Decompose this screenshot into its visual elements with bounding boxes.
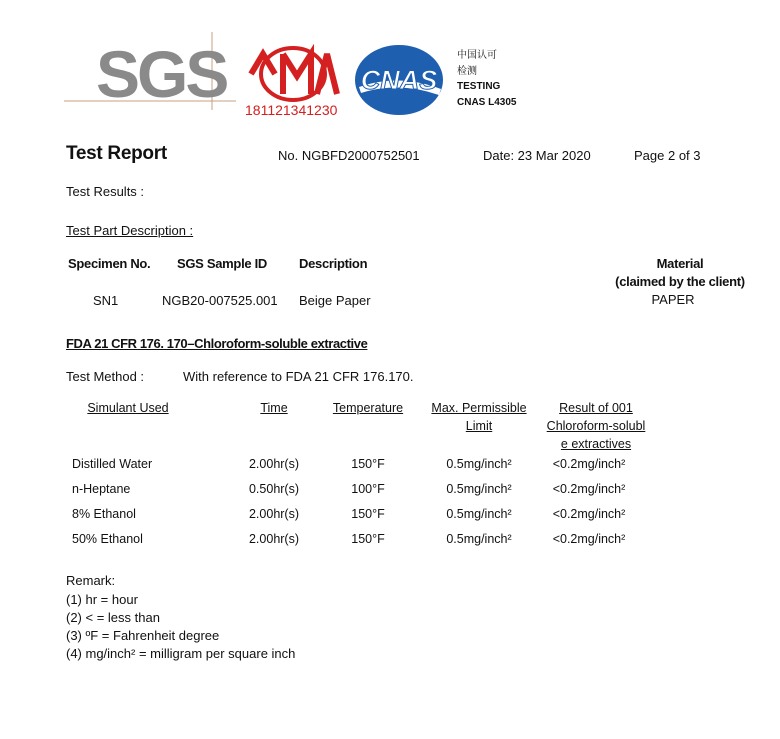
remark-item: (2) < = less than bbox=[66, 610, 160, 625]
cell-limit: 0.5mg/inch² bbox=[446, 532, 512, 546]
cell-simulant: 8% Ethanol bbox=[72, 507, 136, 521]
remark-item: (4) mg/inch² = milligram per square inch bbox=[66, 646, 296, 661]
cell-time: 2.00hr(s) bbox=[248, 532, 300, 546]
cell-result: <0.2mg/inch² bbox=[552, 482, 626, 496]
cell-limit: 0.5mg/inch² bbox=[446, 457, 512, 471]
cell-limit: 0.5mg/inch² bbox=[446, 507, 512, 521]
sgs-logo-text: SGS bbox=[96, 37, 227, 110]
remark-item: (3) ºF = Fahrenheit degree bbox=[66, 628, 220, 643]
sgs-logo bbox=[64, 28, 236, 110]
cell-simulant: n-Heptane bbox=[72, 482, 131, 496]
specimen-value: SN1 bbox=[93, 293, 119, 308]
test-method-label: Test Method : bbox=[66, 369, 145, 384]
report-date: Date: 23 Mar 2020 bbox=[483, 148, 591, 163]
accreditation-line-testing: TESTING bbox=[457, 81, 501, 92]
description-value: Beige Paper bbox=[299, 293, 371, 308]
accreditation-line-cn1: 中国认可 bbox=[457, 50, 497, 61]
test-results-label: Test Results : bbox=[66, 184, 145, 199]
cell-temperature: 100°F bbox=[351, 482, 385, 496]
cnas-logo bbox=[353, 43, 445, 117]
th-time: Time bbox=[260, 401, 288, 415]
cnas-text: CNAS bbox=[360, 65, 438, 95]
cell-temperature: 150°F bbox=[351, 457, 385, 471]
th-result: Result of 001 Chloroform-solubl e extractives bbox=[546, 401, 646, 451]
material-value: PAPER bbox=[651, 292, 695, 307]
accreditation-text bbox=[457, 48, 516, 110]
test-method-value: With reference to FDA 21 CFR 176.170. bbox=[183, 369, 414, 384]
page-title: Test Report bbox=[66, 143, 167, 164]
cell-temperature: 150°F bbox=[351, 507, 385, 521]
cell-simulant: Distilled Water bbox=[72, 457, 153, 471]
cell-result: <0.2mg/inch² bbox=[552, 532, 626, 546]
th-temperature: Temperature bbox=[332, 401, 404, 415]
col-sample-id-header: SGS Sample ID bbox=[177, 256, 268, 271]
test-part-heading: Test Part Description : bbox=[66, 223, 194, 238]
th-limit: Max. Permissible Limit bbox=[431, 401, 527, 433]
cell-time: 2.00hr(s) bbox=[248, 507, 300, 521]
cma-logo bbox=[243, 42, 343, 120]
cma-number: 181121341230 bbox=[245, 102, 338, 118]
th-simulant: Simulant Used bbox=[87, 401, 169, 415]
sample-id-value: NGB20-007525.001 bbox=[162, 293, 278, 308]
cell-temperature: 150°F bbox=[351, 532, 385, 546]
remark-item: (1) hr = hour bbox=[66, 592, 138, 607]
col-specimen-header: Specimen No. bbox=[68, 256, 151, 271]
col-material-header: Material bbox=[656, 256, 704, 271]
remark-label: Remark: bbox=[66, 573, 116, 588]
accreditation-line-number: CNAS L4305 bbox=[457, 96, 517, 108]
report-number: No. NGBFD2000752501 bbox=[278, 148, 420, 163]
col-description-header: Description bbox=[299, 256, 368, 271]
cell-time: 0.50hr(s) bbox=[248, 482, 300, 496]
accreditation-line-cn2: 检测 bbox=[457, 65, 477, 77]
cell-limit: 0.5mg/inch² bbox=[446, 482, 512, 496]
cell-time: 2.00hr(s) bbox=[248, 457, 300, 471]
section-title: FDA 21 CFR 176. 170–Chloroform-soluble extractive bbox=[66, 336, 368, 351]
page-number: Page 2 of 3 bbox=[634, 148, 701, 163]
cell-result: <0.2mg/inch² bbox=[552, 457, 626, 471]
col-material-subheader: (claimed by the client) bbox=[615, 274, 745, 289]
cell-result: <0.2mg/inch² bbox=[552, 507, 626, 521]
cell-simulant: 50% Ethanol bbox=[72, 532, 143, 546]
